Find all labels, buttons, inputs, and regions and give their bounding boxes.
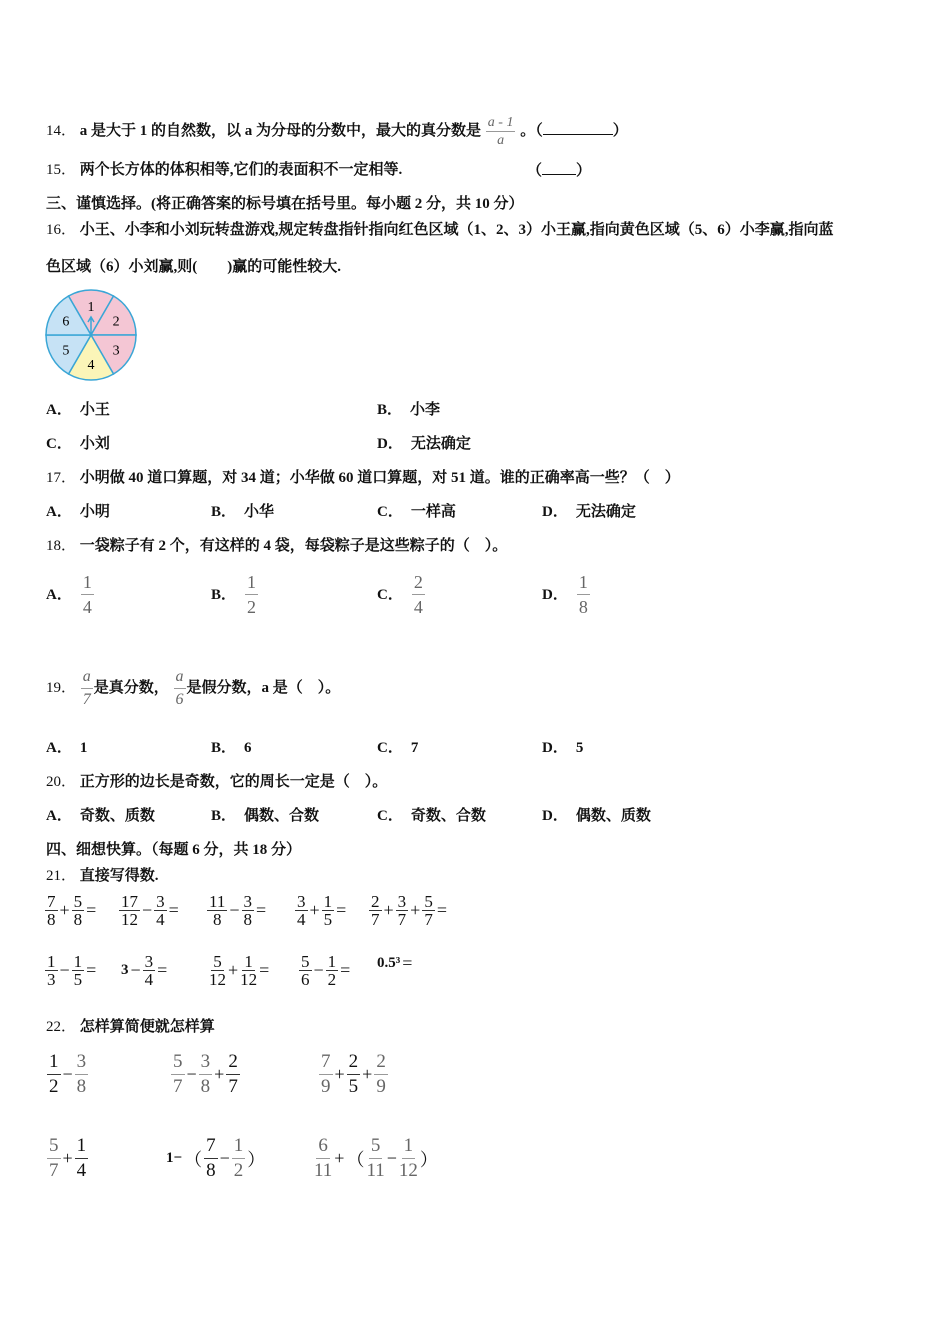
math-operator: − — [186, 1064, 197, 1084]
option-text: 无法确定 — [410, 436, 471, 452]
question-14 — [46, 114, 628, 149]
fraction — [81, 570, 94, 619]
section-3-heading: 三、谨慎选择。(将正确答案的标号填在括号里。每小题 2 分，共 10 分） — [46, 196, 524, 212]
option-text: 奇数、合数 — [410, 808, 486, 824]
option-label: B． — [377, 402, 403, 418]
option-text: 小刘 — [79, 436, 110, 452]
answer-option[interactable] — [377, 502, 456, 522]
option-label: D． — [542, 586, 568, 603]
math-expression — [165, 1134, 266, 1183]
fraction — [232, 1134, 246, 1183]
section-4-heading: 四、细想快算。（每题 6 分，共 18 分） — [46, 842, 302, 858]
numerator: 1 — [327, 952, 337, 971]
fraction — [119, 893, 140, 928]
fraction — [47, 1134, 61, 1183]
numerator: 1 — [244, 952, 253, 971]
option-label: A． — [46, 808, 72, 824]
fraction — [399, 1134, 418, 1183]
math-operator: + — [62, 1148, 73, 1168]
numerator: 1 — [323, 892, 333, 911]
math-expression — [46, 1050, 89, 1099]
math-expression — [118, 893, 180, 928]
punctuation: 。（ — [520, 122, 543, 139]
numerator: 7 — [319, 1050, 333, 1075]
denominator: 8 — [578, 597, 588, 617]
math-expression — [120, 953, 168, 988]
option-text: 小华 — [244, 504, 275, 520]
numerator: 1 — [75, 1134, 89, 1159]
fraction — [75, 1134, 89, 1183]
option-label: D． — [542, 740, 568, 756]
option-text: 小王 — [79, 402, 110, 418]
answer-option[interactable] — [46, 434, 110, 454]
question-20 — [46, 772, 387, 792]
math-expression — [44, 893, 97, 928]
numerator: 3 — [243, 892, 253, 911]
numerator: 6 — [316, 1134, 330, 1159]
question-text: 小明做 40 道口算题，对 34 道；小华做 60 道口算题，对 51 道。谁的正确率高一些？（ ） — [79, 470, 680, 486]
math-operator: = — [86, 960, 97, 980]
denominator: 4 — [144, 970, 154, 989]
fraction — [47, 1050, 61, 1099]
option-label: D． — [377, 436, 403, 452]
question-16-line2: 色区域（6）小刘赢,则( )赢的可能性较大. — [46, 259, 341, 275]
option-label: B． — [211, 740, 237, 756]
fraction — [143, 953, 156, 988]
denominator: 5 — [73, 970, 83, 989]
denominator: 7 — [371, 910, 380, 929]
option-text: 7 — [410, 740, 419, 756]
question-17 — [46, 468, 680, 488]
answer-option[interactable] — [377, 400, 440, 420]
fraction — [72, 893, 85, 928]
denominator: 2 — [247, 597, 257, 617]
question-22 — [46, 1017, 215, 1037]
option-label: B． — [211, 504, 237, 520]
numerator: 5 — [171, 1050, 185, 1075]
answer-option[interactable] — [46, 502, 110, 522]
question-text: 是假分数，a 是（ ）。 — [186, 680, 341, 696]
math-operator: （ — [184, 1149, 203, 1170]
answer-option[interactable] — [211, 502, 274, 522]
math-operator: 3 — [121, 962, 129, 978]
numerator: a — [174, 666, 186, 689]
math-expression — [368, 893, 448, 928]
denominator: 8 — [212, 910, 222, 929]
numerator: 5 — [213, 952, 222, 971]
answer-option[interactable] — [46, 400, 110, 420]
option-text: 偶数、质数 — [575, 808, 651, 824]
math-expression — [44, 953, 97, 988]
option-text: 小明 — [79, 504, 110, 520]
math-operator: 0.5³ — [377, 955, 401, 971]
question-text: 正方形的边长是奇数，它的周长一定是（ ）。 — [79, 774, 388, 790]
fraction — [245, 570, 258, 619]
option-text: 5 — [575, 740, 584, 756]
math-operator: + — [334, 1148, 345, 1168]
answer-option[interactable] — [377, 738, 418, 758]
math-operator: − — [130, 960, 141, 980]
question-text: 小王、小李和小刘玩转盘游戏,规定转盘指针指向红色区域（1、2、3）小王赢,指向黄色区域（5、6）小李赢,指向蓝 — [79, 222, 834, 238]
wheel-label: 4 — [87, 358, 95, 373]
question-number: 16． — [46, 222, 77, 238]
numerator: 2 — [371, 892, 380, 911]
denominator: 3 — [47, 970, 56, 989]
denominator: 8 — [73, 910, 83, 929]
punctuation: ） — [576, 163, 592, 179]
option-label: A． — [46, 586, 72, 603]
numerator: 5 — [47, 1134, 61, 1159]
fraction — [75, 1050, 89, 1099]
question-text: 两个长方体的体积相等,它们的表面积不一定相等. — [79, 162, 403, 178]
question-number: 20． — [46, 774, 77, 790]
answer-option[interactable] — [542, 502, 636, 522]
answer-option[interactable] — [211, 806, 319, 826]
question-text: 是真分数， — [93, 680, 169, 696]
answer-option[interactable] — [542, 806, 651, 826]
option-label: C． — [46, 436, 72, 452]
question-number: 14． — [46, 122, 77, 139]
option-label: C． — [377, 740, 403, 756]
option-text: 一样高 — [410, 504, 456, 520]
option-label: C． — [377, 808, 403, 824]
numerator: 1 — [81, 570, 94, 595]
math-operator: + — [334, 1064, 345, 1084]
math-operator: = — [256, 900, 267, 920]
numerator: 3 — [156, 892, 165, 911]
math-operator: ） — [247, 1149, 266, 1170]
numerator: 3 — [144, 952, 154, 971]
denominator: 2 — [49, 1076, 59, 1097]
denominator: 2 — [233, 1160, 244, 1181]
numerator: 2 — [226, 1050, 240, 1075]
math-expression — [313, 1134, 439, 1183]
numerator: 3 — [75, 1050, 89, 1075]
option-label: A． — [46, 402, 72, 418]
math-operator: + — [228, 960, 239, 980]
numerator: 1 — [232, 1134, 246, 1159]
option-text: 1 — [79, 740, 88, 756]
numerator: 1 — [73, 952, 83, 971]
denominator: 2 — [327, 970, 337, 989]
wheel-label: 2 — [112, 314, 120, 330]
numerator: 3 — [297, 892, 306, 911]
denominator: 6 — [175, 691, 184, 709]
math-operator: = — [340, 960, 351, 980]
math-expression — [208, 953, 270, 988]
math-operator: − — [62, 1064, 73, 1084]
question-number: 21． — [46, 868, 77, 884]
option-text: 小李 — [410, 402, 441, 418]
denominator: 5 — [348, 1076, 359, 1097]
math-operator: = — [157, 960, 168, 980]
numerator: 5 — [369, 1134, 383, 1159]
math-operator: + — [214, 1064, 225, 1084]
option-text: 6 — [244, 740, 252, 756]
math-operator: − — [313, 960, 324, 980]
fraction — [295, 893, 308, 928]
punctuation: ） — [612, 122, 628, 139]
denominator: 7 — [82, 691, 91, 709]
denominator: 11 — [314, 1160, 333, 1181]
fraction — [209, 953, 226, 988]
denominator: 12 — [398, 1160, 418, 1181]
denominator: 7 — [173, 1076, 183, 1097]
answer-slot — [527, 160, 591, 181]
denominator: 12 — [209, 970, 226, 989]
math-operator: + — [383, 900, 394, 920]
answer-option[interactable] — [542, 570, 591, 619]
math-expression — [298, 953, 351, 988]
math-operator: ） — [419, 1149, 438, 1170]
fraction — [319, 1050, 333, 1099]
numerator: a - 1 — [487, 115, 514, 130]
math-operator: − — [59, 960, 70, 980]
question-text: 怎样算简便就怎样算 — [79, 1019, 215, 1035]
math-operator: = — [86, 900, 97, 920]
answer-option[interactable] — [46, 738, 87, 758]
denominator: 11 — [366, 1160, 385, 1181]
numerator: 7 — [47, 892, 56, 911]
numerator: 3 — [397, 892, 407, 911]
numerator: 1 — [402, 1134, 416, 1159]
math-operator: + — [362, 1064, 373, 1084]
fraction — [207, 893, 227, 928]
math-expression — [46, 1134, 89, 1183]
fraction — [45, 893, 58, 928]
option-label: C． — [377, 586, 403, 603]
fraction — [171, 1050, 185, 1099]
denominator: 4 — [82, 597, 92, 617]
denominator: 9 — [321, 1076, 331, 1097]
math-expression — [294, 893, 347, 928]
fraction — [347, 1050, 361, 1099]
wheel-label: 5 — [62, 343, 70, 359]
numerator: 11 — [209, 892, 226, 911]
numerator: 3 — [199, 1050, 213, 1075]
denominator: 5 — [323, 910, 333, 929]
numerator: 1 — [47, 1050, 61, 1075]
numerator: 1 — [47, 952, 56, 971]
question-number: 22． — [46, 1019, 77, 1035]
fraction — [422, 893, 435, 928]
fraction — [374, 1050, 388, 1099]
question-number: 15． — [46, 162, 77, 178]
numerator: 7 — [204, 1134, 218, 1159]
numerator: 2 — [374, 1050, 388, 1075]
denominator: 12 — [121, 910, 138, 929]
fraction — [154, 893, 167, 928]
denominator: 7 — [397, 910, 407, 929]
fraction — [326, 953, 339, 988]
math-operator: = — [436, 900, 447, 920]
fraction — [299, 953, 312, 988]
denominator: 4 — [297, 910, 306, 929]
numerator: 5 — [424, 892, 433, 911]
numerator: 2 — [412, 570, 425, 595]
numerator: a — [81, 666, 93, 689]
question-16 — [46, 220, 834, 240]
question-21 — [46, 866, 159, 886]
option-text: 偶数、合数 — [244, 808, 320, 824]
denominator: 7 — [228, 1076, 238, 1097]
math-operator: + — [309, 900, 320, 920]
question-15 — [46, 160, 402, 180]
denominator: 4 — [156, 910, 165, 929]
math-operator: = — [336, 900, 347, 920]
question-text: a 是大于 1 的自然数，以 a 为分母的分数中，最大的真分数是 — [79, 122, 482, 139]
answer-option[interactable] — [211, 570, 259, 619]
denominator: 4 — [76, 1160, 87, 1181]
numerator: 1 — [245, 570, 258, 595]
answer-option[interactable] — [377, 570, 426, 619]
fraction — [412, 570, 425, 619]
numerator: 1 — [577, 570, 590, 595]
fraction — [174, 666, 186, 711]
wheel-label: 1 — [87, 300, 95, 315]
wheel-label: 6 — [62, 314, 70, 330]
math-operator: − — [229, 900, 240, 920]
option-label: B． — [211, 808, 237, 824]
math-expression — [376, 953, 413, 974]
numerator: 5 — [301, 952, 310, 971]
answer-option[interactable] — [46, 806, 155, 826]
question-text: 直接写得数. — [79, 868, 159, 884]
spinner-wheel — [44, 288, 138, 382]
fraction — [240, 953, 257, 988]
wheel-label: 3 — [112, 343, 120, 359]
question-19 — [46, 666, 340, 711]
fraction — [486, 114, 516, 149]
math-expression — [170, 1050, 241, 1099]
denominator: 9 — [376, 1076, 386, 1097]
fraction — [199, 1050, 213, 1099]
denominator: 6 — [301, 970, 310, 989]
math-operator: 1− — [166, 1150, 183, 1166]
math-operator: （ — [346, 1149, 365, 1170]
question-18 — [46, 536, 507, 556]
math-operator: − — [219, 1148, 230, 1168]
numerator: 17 — [121, 892, 138, 911]
denominator: 8 — [200, 1076, 211, 1097]
option-label: A． — [46, 740, 72, 756]
fraction — [226, 1050, 240, 1099]
option-label: D． — [542, 808, 568, 824]
denominator: 7 — [49, 1160, 59, 1181]
punctuation: （ — [527, 163, 543, 179]
denominator: 12 — [240, 970, 258, 989]
question-text: 一袋粽子有 2 个，有这样的 4 袋，每袋粽子是这些粽子的（ ）。 — [79, 538, 508, 554]
fraction — [369, 893, 382, 928]
math-operator: − — [386, 1148, 397, 1168]
fraction — [396, 893, 409, 928]
math-operator: = — [259, 960, 270, 980]
math-expression — [206, 893, 267, 928]
fraction — [314, 1134, 332, 1183]
math-operator: − — [142, 900, 153, 920]
math-operator: + — [59, 900, 70, 920]
fraction — [242, 893, 255, 928]
fraction — [204, 1134, 218, 1183]
denominator: 4 — [413, 597, 423, 617]
fraction — [81, 666, 93, 711]
answer-option[interactable] — [542, 738, 583, 758]
numerator: 5 — [73, 892, 83, 911]
math-operator: + — [410, 900, 421, 920]
answer-option[interactable] — [377, 806, 486, 826]
denominator: 8 — [206, 1160, 216, 1181]
denominator: 8 — [76, 1076, 87, 1097]
question-number: 17． — [46, 470, 77, 486]
answer-option[interactable] — [377, 434, 471, 454]
math-expression — [318, 1050, 389, 1099]
answer-blank[interactable] — [543, 120, 613, 135]
question-number: 19． — [46, 680, 77, 696]
option-label: B． — [211, 586, 237, 603]
math-operator: = — [168, 900, 179, 920]
fraction — [577, 570, 590, 619]
question-number: 18． — [46, 538, 77, 554]
denominator: 7 — [424, 910, 433, 929]
option-text: 无法确定 — [575, 504, 636, 520]
fraction — [72, 953, 85, 988]
denominator: 8 — [243, 910, 253, 929]
denominator: a — [497, 133, 505, 148]
option-label: D． — [542, 504, 568, 520]
option-label: A． — [46, 504, 72, 520]
math-operator: = — [402, 953, 413, 973]
option-text: 奇数、质数 — [79, 808, 155, 824]
fraction — [366, 1134, 384, 1183]
numerator: 2 — [347, 1050, 361, 1075]
fraction — [322, 893, 335, 928]
denominator: 8 — [47, 910, 56, 929]
option-label: C． — [377, 504, 403, 520]
answer-option[interactable] — [46, 570, 95, 619]
answer-option[interactable] — [211, 738, 252, 758]
answer-blank[interactable] — [542, 160, 576, 175]
fraction — [45, 953, 58, 988]
